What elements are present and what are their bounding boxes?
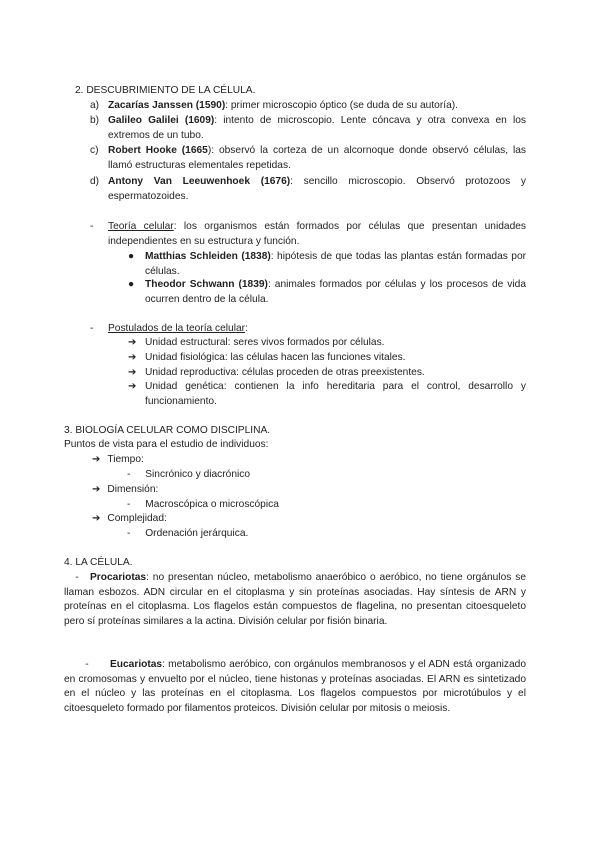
- postulado-text: Unidad fisiológica: las células hacen las funciones vitales.: [145, 352, 406, 363]
- postulados-heading: [108, 322, 526, 337]
- postulado-text: Unidad genética: contienen la info hereditaria para el control, desarrollo y funcionamiento.: [145, 381, 526, 407]
- teoria-bullet-schleiden: [128, 250, 526, 279]
- dash-marker: -: [75, 572, 79, 583]
- discovery-item-d: [90, 175, 526, 204]
- dash-marker: -: [85, 659, 89, 670]
- bullet-dot-icon: ●: [128, 279, 135, 290]
- teoria-celular-label: Teoría celular: [108, 221, 174, 232]
- arrow-right-icon: ➔: [92, 513, 101, 524]
- item-text: : intento de microscopio. Lente cóncava y otra convexa en los extremos de un tubo.: [108, 115, 526, 141]
- section-2-heading: 2. DESCUBRIMIENTO DE LA CÉLULA.: [75, 85, 256, 96]
- item-content: [108, 175, 526, 204]
- item-text: : primer microscopio óptico (se duda de su autoría).: [225, 100, 458, 111]
- eucariotas-paragraph: [64, 658, 526, 716]
- arrow-right-icon: ➔: [92, 484, 101, 495]
- eucariotas-label: Eucariotas: [110, 659, 163, 670]
- arrow-right-icon: ➔: [128, 337, 137, 348]
- viewpoint-label: Complejidad:: [107, 513, 167, 524]
- teoria-celular-block: [90, 220, 526, 249]
- arrow-right-icon: ➔: [128, 352, 137, 363]
- item-content: [108, 114, 526, 143]
- postulado-item: [128, 351, 526, 366]
- item-marker: c): [90, 145, 99, 156]
- scientist-name: Robert Hooke (1665: [108, 145, 208, 156]
- viewpoint-label: Tiempo:: [107, 454, 144, 465]
- postulados-block: [90, 322, 526, 337]
- section-4-heading: 4. LA CÉLULA.: [64, 557, 133, 568]
- item-marker: a): [90, 100, 100, 111]
- discovery-item-a: [90, 99, 526, 114]
- arrow-right-icon: ➔: [128, 367, 137, 378]
- discovery-item-b: [90, 114, 526, 143]
- item-marker: d): [90, 176, 100, 187]
- item-content: [108, 144, 526, 173]
- dash-marker: -: [127, 499, 131, 510]
- viewpoint-item: [92, 453, 144, 468]
- teoria-celular-text: [108, 220, 526, 249]
- bullet-content: [145, 278, 526, 307]
- viewpoint-subitem: [127, 498, 279, 513]
- arrow-right-icon: ➔: [128, 381, 137, 392]
- item-content: [108, 99, 526, 114]
- postulados-colon: :: [245, 323, 248, 334]
- procariotas-label: Procariotas: [90, 572, 147, 583]
- viewpoint-subitem: [127, 468, 250, 483]
- scientist-name: Theodor Schwann (1839): [145, 279, 268, 290]
- bullet-content: [145, 250, 526, 279]
- item-text: ): observó la corteza de un alcornoque donde observó células, las llamó estructuras elementales repetidas.: [108, 145, 526, 171]
- bullet-text: : hipótesis de que todas las plantas están formadas por células.: [145, 251, 527, 277]
- scientist-name: Antony Van Leeuwenhoek (1676): [108, 176, 291, 187]
- section-3-intro: Puntos de vista para el estudio de individuos:: [64, 439, 269, 450]
- teoria-celular-desc: : los organismos están formados por células que presentan unidades independientes en su estructura y función.: [108, 221, 526, 247]
- item-marker: b): [90, 115, 100, 126]
- dash-marker: -: [90, 221, 94, 232]
- section-3-heading: 3. BIOLOGÍA CELULAR COMO DISCIPLINA.: [64, 425, 271, 436]
- procariotas-text: : no presentan núcleo, metabolismo anaeróbico o aeróbico, no tiene orgánulos se llaman esbozos. ADN circular en el citoplasma y sin proteínas asociadas. Hay síntesis de ARN y proteínas en el citoplasma. Los flagelos están compuestos de flagelina, no presentan citoesqueleto pero sí proteínas similares a la actina. División celular por fisión binaria.: [64, 572, 526, 627]
- scientist-name: Galileo Galilei (1609): [108, 115, 215, 126]
- dash-marker: -: [127, 469, 131, 480]
- teoria-bullet-schwann: [128, 278, 526, 307]
- bullet-dot-icon: ●: [128, 251, 135, 262]
- dash-marker: -: [127, 528, 131, 539]
- postulados-label: Postulados de la teoría celular: [108, 323, 246, 334]
- postulado-item: [128, 336, 526, 351]
- bullet-text: : animales formados por células y los procesos de vida ocurren dentro de la célula.: [145, 279, 526, 305]
- eucariotas-text: : metabolismo aeróbico, con orgánulos membranosos y el ADN está organizado en cromosomas y envuelto por el núcleo, tiene histonas y proteínas asociadas. El ARN es sintetizado en el núcleo y las proteínas en el citoplasma. Los flagelos compuestos por microtúbulos y el citoesqueleto formado por filamentos proteicos. División celular por mitosis o meiosis.: [64, 659, 526, 714]
- viewpoint-subtext: Sincrónico y diacrónico: [145, 469, 251, 480]
- scientist-name: Matthias Schleiden (1838): [145, 251, 271, 262]
- item-text: : sencillo microscopio. Observó protozoos y espermatozoides.: [108, 176, 526, 202]
- postulado-item: [128, 366, 526, 381]
- discovery-item-c: [90, 144, 526, 173]
- viewpoint-subitem: [127, 527, 248, 542]
- viewpoint-label: Dimensión:: [107, 484, 159, 495]
- viewpoint-subtext: Macroscópica o microscópica: [145, 499, 279, 510]
- viewpoint-subtext: Ordenación jerárquica.: [145, 528, 249, 539]
- postulado-item: [128, 380, 526, 409]
- postulado-text: Unidad reproductiva: células proceden de otras preexistentes.: [145, 367, 425, 378]
- postulado-text: Unidad estructural: seres vivos formados por células.: [145, 337, 385, 348]
- procariotas-paragraph: [64, 571, 526, 629]
- arrow-right-icon: ➔: [92, 454, 101, 465]
- scientist-name: Zacarías Janssen (1590): [108, 100, 226, 111]
- dash-marker: -: [90, 323, 94, 334]
- viewpoint-item: [92, 483, 158, 498]
- viewpoint-item: [92, 512, 167, 527]
